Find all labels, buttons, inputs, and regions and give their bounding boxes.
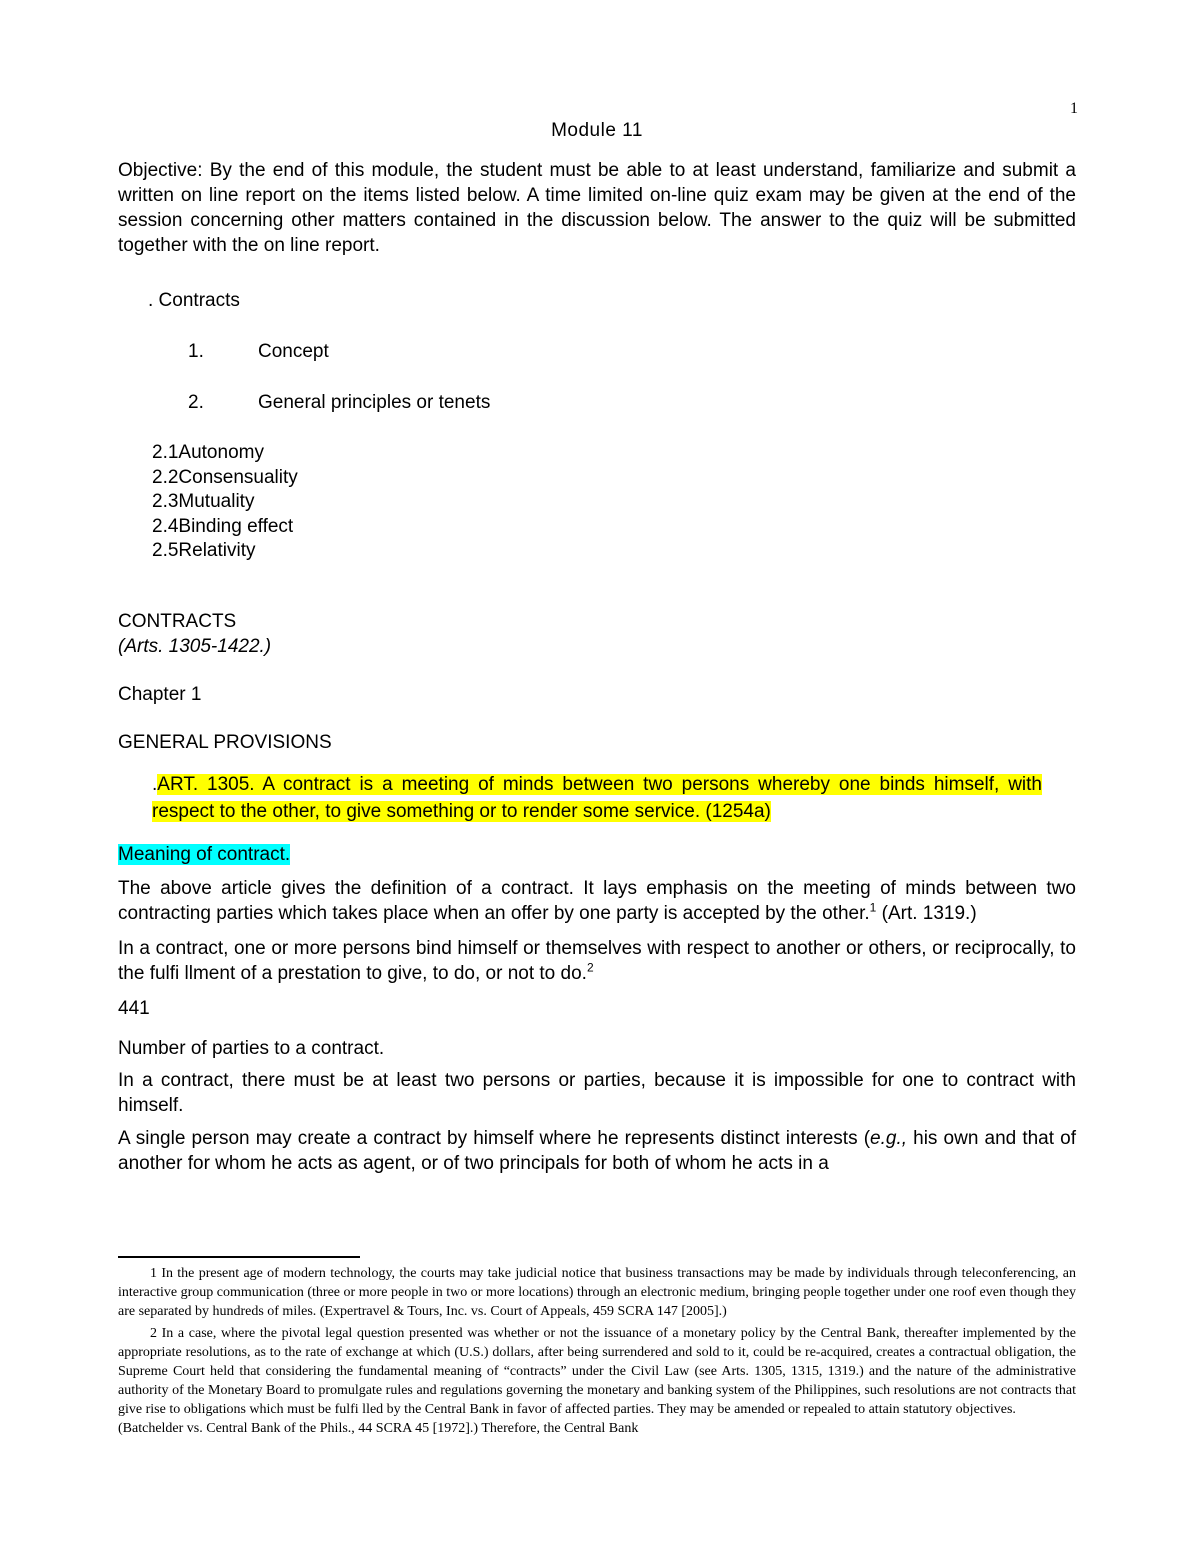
source-page-ref: 441 — [118, 997, 150, 1019]
meaning-of-contract-heading: Meaning of contract. — [118, 843, 291, 865]
footnote-3: (Batchelder vs. Central Bank of the Phils., 44 SCRA 45 [1972].) Therefore, the Central Bank — [118, 1421, 639, 1436]
sub-item-mutuality: 2.3Mutuality — [152, 491, 255, 512]
footnote-separator — [118, 1256, 360, 1258]
item-label: Concept — [258, 341, 329, 362]
prestation-paragraph — [118, 936, 1076, 986]
body-content — [118, 118, 1076, 1176]
meaning-heading-wrap — [118, 842, 1076, 867]
footnote-ref-2: 2 — [586, 960, 594, 975]
two-parties-paragraph: In a contract, there must be at least two persons or parties, because it is impossible for one to contract with himself. — [118, 1069, 1076, 1116]
contracts-heading: CONTRACTS — [118, 610, 237, 632]
sub-item-consensuality: 2.2Consensuality — [152, 466, 298, 488]
sub-item-relativity: 2.5Relativity — [152, 540, 256, 561]
topic-contracts: . Contracts — [148, 290, 240, 311]
definition-paragraph — [118, 876, 1076, 926]
single-person-text: A single person may create a contract by himself where he represents distinct interests ( — [118, 1127, 871, 1149]
objective-paragraph: Objective: By the end of this module, the student must be able to at least understand, familiarize and submit a written on line report on the items listed below. A time limited on-line quiz exam may be given at the end of the session concerning other matters contained in the discussion below. The answer to the quiz will be submitted together with the on line report. — [118, 160, 1076, 256]
footnote-ref-1: 1 — [869, 900, 877, 915]
item-number: 2. — [188, 392, 204, 413]
item-label: General principles or tenets — [258, 392, 491, 413]
number-of-parties-heading: Number of parties to a contract. — [118, 1037, 385, 1059]
general-provisions-heading: GENERAL PROVISIONS — [118, 731, 332, 753]
module-title: Module 11 — [551, 120, 643, 141]
definition-text: The above article gives the definition of a contract. It lays emphasis on the meeting of minds between two contracting parties which takes place when an offer by one party is accepted by the other. — [118, 877, 1076, 924]
article-1305-text: ART. 1305. A contract is a meeting of minds between two persons whereby one binds himself, with respect to the other, to give something or to render some service. (1254a) — [152, 773, 1042, 822]
principles-sub-list — [152, 441, 1076, 564]
prestation-text: In a contract, one or more persons bind himself or themselves with respect to another or others, or reciprocally, to the fulfi llment of a prestation to give, to do, or not to do. — [118, 937, 1076, 984]
single-person-text-cont: his own and that of another for whom he acts as agent, or of two principals for both of whom he acts in a — [118, 1127, 1076, 1174]
article-lead: . — [152, 773, 158, 795]
page-number: 1 — [1070, 100, 1078, 117]
chapter-heading: Chapter 1 — [118, 683, 202, 705]
numbered-item-principles — [188, 390, 1076, 415]
single-person-paragraph — [118, 1126, 1076, 1176]
item-number: 1. — [188, 341, 204, 362]
sub-item-binding-effect: 2.4Binding effect — [152, 515, 294, 537]
footnote-2: 2 In a case, where the pivotal legal question presented was whether or not the issuance of a monetary policy by the Central Bank, thereafter implemented by the appropriate resolutions, as to the rate of exchange at which (U.S.) dollars, after being surrendered and sold to it, could be re-acquired, creates a contractual obligation, the Supreme Court held that considering the fundamental meaning of “contracts” under the Civil Law (see Arts. 1305, 1315, 1319.) and the nature of the administrative authority of the Monetary Board to promulgate rules and regulations governing the monetary and banking system of the Philippines, such resolutions are not contracts that give rise to obligations which must be fulfi lled by the Central Bank in favor of affected parties. They may be amended or repealed to attain statutory objectives. — [118, 1326, 1076, 1417]
sub-item-autonomy: 2.1Autonomy — [152, 442, 264, 463]
arts-range: (Arts. 1305-1422.) — [118, 635, 272, 657]
numbered-item-concept — [188, 339, 1076, 364]
footnote-1: 1 In the present age of modern technology, the courts may take judicial notice that business transactions may be made by individuals through teleconferencing, an interactive group communication (three or more people in two or more locations) through an electronic medium, bringing people together under one roof even though they are separated by hundreds of miles. (Expertravel & Tours, Inc. vs. Court of Appeals, 459 SCRA 147 [2005].) — [118, 1266, 1076, 1319]
footnotes — [118, 1264, 1076, 1438]
article-1305 — [152, 771, 1042, 825]
definition-citation: (Art. 1319.) — [876, 902, 977, 924]
eg-abbrev: e.g., — [870, 1127, 908, 1149]
